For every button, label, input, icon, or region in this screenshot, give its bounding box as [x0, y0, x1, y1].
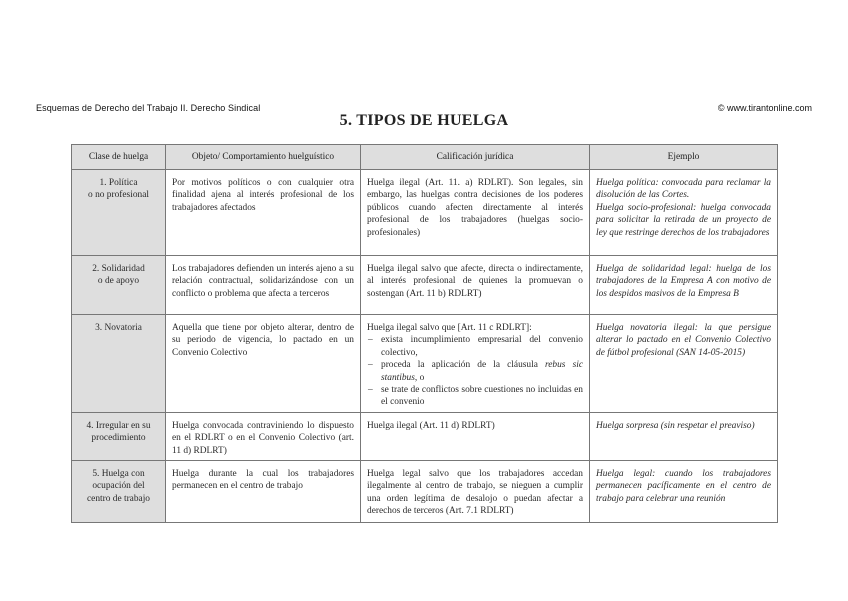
- cell-clase: 1. Política o no profesional: [72, 170, 166, 256]
- list-item: – se trate de conflictos sobre cuestiones no incluidas en el convenio: [367, 384, 583, 409]
- table-row: [72, 315, 778, 413]
- table-header-row: [72, 145, 778, 170]
- cell-objeto: Huelga convocada contraviniendo lo dispuesto en el RDLRT o en el Convenio Colectivo (art. 11 d) RDLRT): [166, 412, 361, 460]
- cell-clase: 2. Solidaridad o de apoyo: [72, 256, 166, 315]
- cell-ejemplo: Huelga legal: cuando los trabajadores permanecen pacíficamente en el centro de trabajo para celebrar una reunión: [590, 461, 778, 523]
- cell-calificacion: [361, 315, 590, 413]
- list-item: – exista incumplimiento empresarial del convenio colectivo,: [367, 334, 583, 359]
- cell-ejemplo: Huelga política: convocada para reclamar la disolución de las Cortes. Huelga socio-profesional: huelga convocada para solicitar la retirada de un proyecto de ley que restringe derechos de los trabajadores: [590, 170, 778, 256]
- list-item: – proceda la aplicación de la cláusula rebus sic stantibus, o: [367, 359, 583, 384]
- page-title: 5. TIPOS DE HUELGA: [339, 112, 509, 129]
- table-row: [72, 461, 778, 523]
- cell-objeto: Los trabajadores defienden un interés ajeno a su relación contractual, solidarizándose con un conflicto o problema que afecta a terceros: [166, 256, 361, 315]
- table-row: [72, 412, 778, 460]
- cell-ejemplo: Huelga novatoria ilegal: la que persigue alterar lo pactado en el Convenio Colectivo de fútbol profesional (SAN 14-05-2015): [590, 315, 778, 413]
- column-header-objeto: Objeto/ Comportamiento huelguístico: [166, 145, 361, 170]
- column-header-ejemplo: Ejemplo: [590, 145, 778, 170]
- cell-ejemplo: Huelga sorpresa (sin respetar el preaviso): [590, 412, 778, 460]
- cell-ejemplo: Huelga de solidaridad legal: huelga de los trabajadores de la Empresa A con motivo de los despidos masivos de la Empresa B: [590, 256, 778, 315]
- cell-calificacion: Huelga ilegal (Art. 11 d) RDLRT): [361, 412, 590, 460]
- huelga-types-table: [71, 144, 778, 523]
- running-header-right: © www.tirantonline.com: [717, 103, 812, 113]
- cell-objeto: Por motivos políticos o con cualquier otra finalidad ajena al interés profesional de los trabajadores afectados: [166, 170, 361, 256]
- cell-calificacion: Huelga legal salvo que los trabajadores accedan ilegalmente al centro de trabajo, se nieguen a cumplir una orden legítima de desalojo o puedan afectar a derechos de terceros (Art. 7.1 RDLRT): [361, 461, 590, 523]
- cell-clase: 4. Irregular en su procedimiento: [72, 412, 166, 460]
- running-header-left: Esquemas de Derecho del Trabajo II. Derecho Sindical: [36, 103, 261, 113]
- column-header-calificacion: Calificación jurídica: [361, 145, 590, 170]
- cell-objeto: Huelga durante la cual los trabajadores permanecen en el centro de trabajo: [166, 461, 361, 523]
- table-row: [72, 170, 778, 256]
- cell-objeto: Aquella que tiene por objeto alterar, dentro de su periodo de vigencia, lo pactado en un Convenio Colectivo: [166, 315, 361, 413]
- cell-clase: 3. Novatoria: [72, 315, 166, 413]
- calificacion-list: [367, 334, 583, 408]
- column-header-clase: Clase de huelga: [72, 145, 166, 170]
- cell-calificacion: Huelga ilegal salvo que afecte, directa o indirectamente, al interés profesional de quienes la promuevan o sostengan (Art. 11 b) RDLRT): [361, 256, 590, 315]
- cell-clase: 5. Huelga con ocupación del centro de trabajo: [72, 461, 166, 523]
- cell-calificacion: Huelga ilegal (Art. 11. a) RDLRT). Son legales, sin embargo, las huelgas contra decisiones de los poderes públicos cuando afecten directamente al interés profesional de los trabajadores (huelgas socio-profesionales): [361, 170, 590, 256]
- table-row: [72, 256, 778, 315]
- calificacion-intro: Huelga ilegal salvo que [Art. 11 c RDLRT]:: [367, 323, 532, 333]
